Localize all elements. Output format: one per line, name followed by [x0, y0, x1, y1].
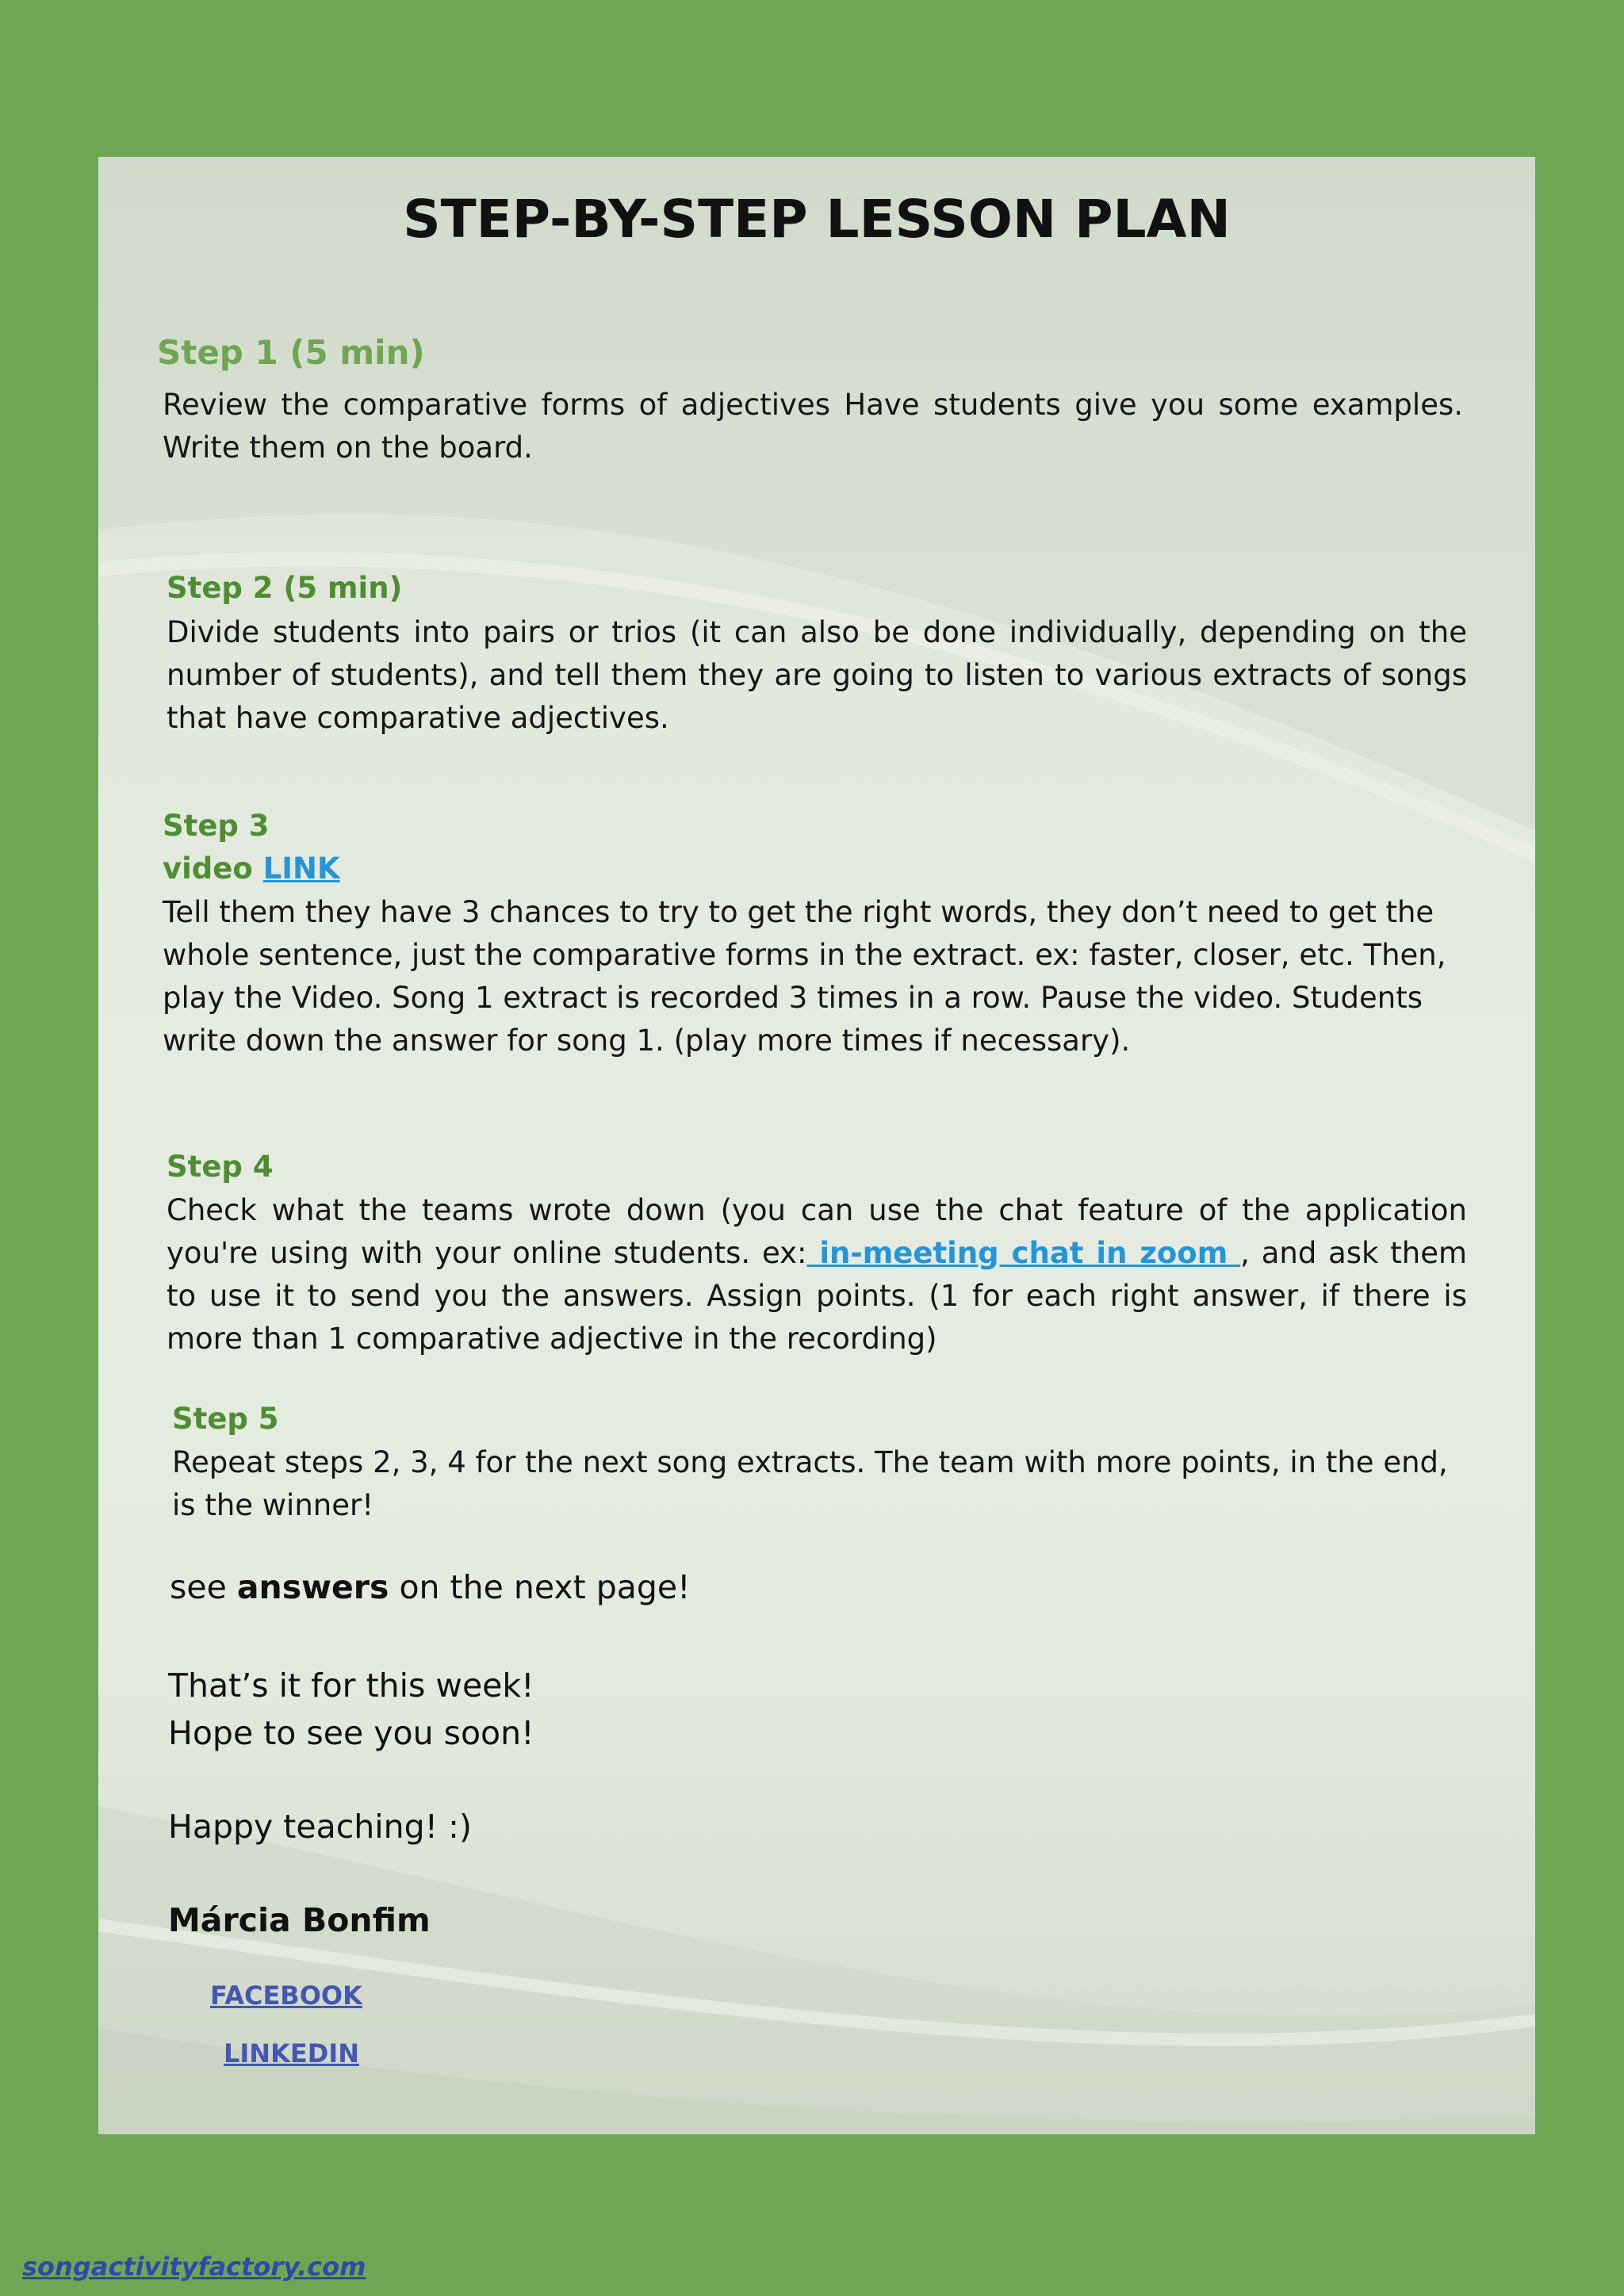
author-name: Márcia Bonfim [168, 1901, 431, 1939]
step-3-heading: Step 3 [163, 809, 270, 843]
step-2-text: Divide students into pairs or trios (it can also be done individually, depending on the number of students), and tell them they are going to listen to various extracts of songs that have comparative adjectives. [167, 615, 1467, 735]
video-link[interactable]: LINK [262, 851, 340, 886]
step-1-text: Review the comparative forms of adjectives Have students give you some examples. Write them on the board. [163, 388, 1463, 465]
lesson-plan-sheet [98, 157, 1535, 2134]
step-4-text [167, 1189, 1467, 1360]
site-link[interactable]: songactivityfactory.com [22, 2252, 366, 2282]
step-1-heading: Step 1 (5 min) [157, 333, 425, 372]
step-4-text-before: Check what the teams wrote down (you can use the chat feature of the application you're using with your online students. ex: [167, 1193, 1467, 1270]
step-2-heading: Step 2 (5 min) [167, 571, 403, 605]
step-3-video-line [163, 851, 340, 886]
page-title: STEP-BY-STEP LESSON PLAN [403, 189, 1231, 250]
step-4-text-after: , and ask them to use it to send you the answers. Assign points. (1 for each right answer, if there is more than 1 comparative adjective in the recording) [167, 1236, 1468, 1356]
answers-note-after: on the next page! [389, 1568, 691, 1606]
step-5-heading: Step 5 [172, 1402, 279, 1436]
answers-note [170, 1568, 691, 1606]
linkedin-link[interactable]: LINKEDIN [224, 2038, 359, 2068]
video-label: video [163, 851, 253, 886]
closing-line-1: That’s it for this week! [168, 1667, 534, 1705]
answers-note-bold: answers [236, 1568, 389, 1606]
closing-line-2: Hope to see you soon! [168, 1714, 534, 1752]
step-4-heading: Step 4 [167, 1150, 274, 1184]
closing-line-3: Happy teaching! :) [168, 1808, 472, 1846]
answers-note-before: see [170, 1568, 237, 1606]
step-5-text: Repeat steps 2, 3, 4 for the next song extracts. The team with more points, in the end, is the winner! [172, 1445, 1448, 1522]
zoom-chat-link[interactable]: in-meeting chat in zoom [806, 1236, 1241, 1270]
facebook-link[interactable]: FACEBOOK [210, 1980, 362, 2011]
step-3-text: Tell them they have 3 chances to try to get the right words, they don’t need to get the whole sentence, just the comparative forms in the extract. ex: faster, closer, etc. Then, play the Video. Song 1 extract is recorded 3 times in a row. Pause the video. Students write down the answer for song 1. (play more times if necessary). [163, 895, 1446, 1058]
